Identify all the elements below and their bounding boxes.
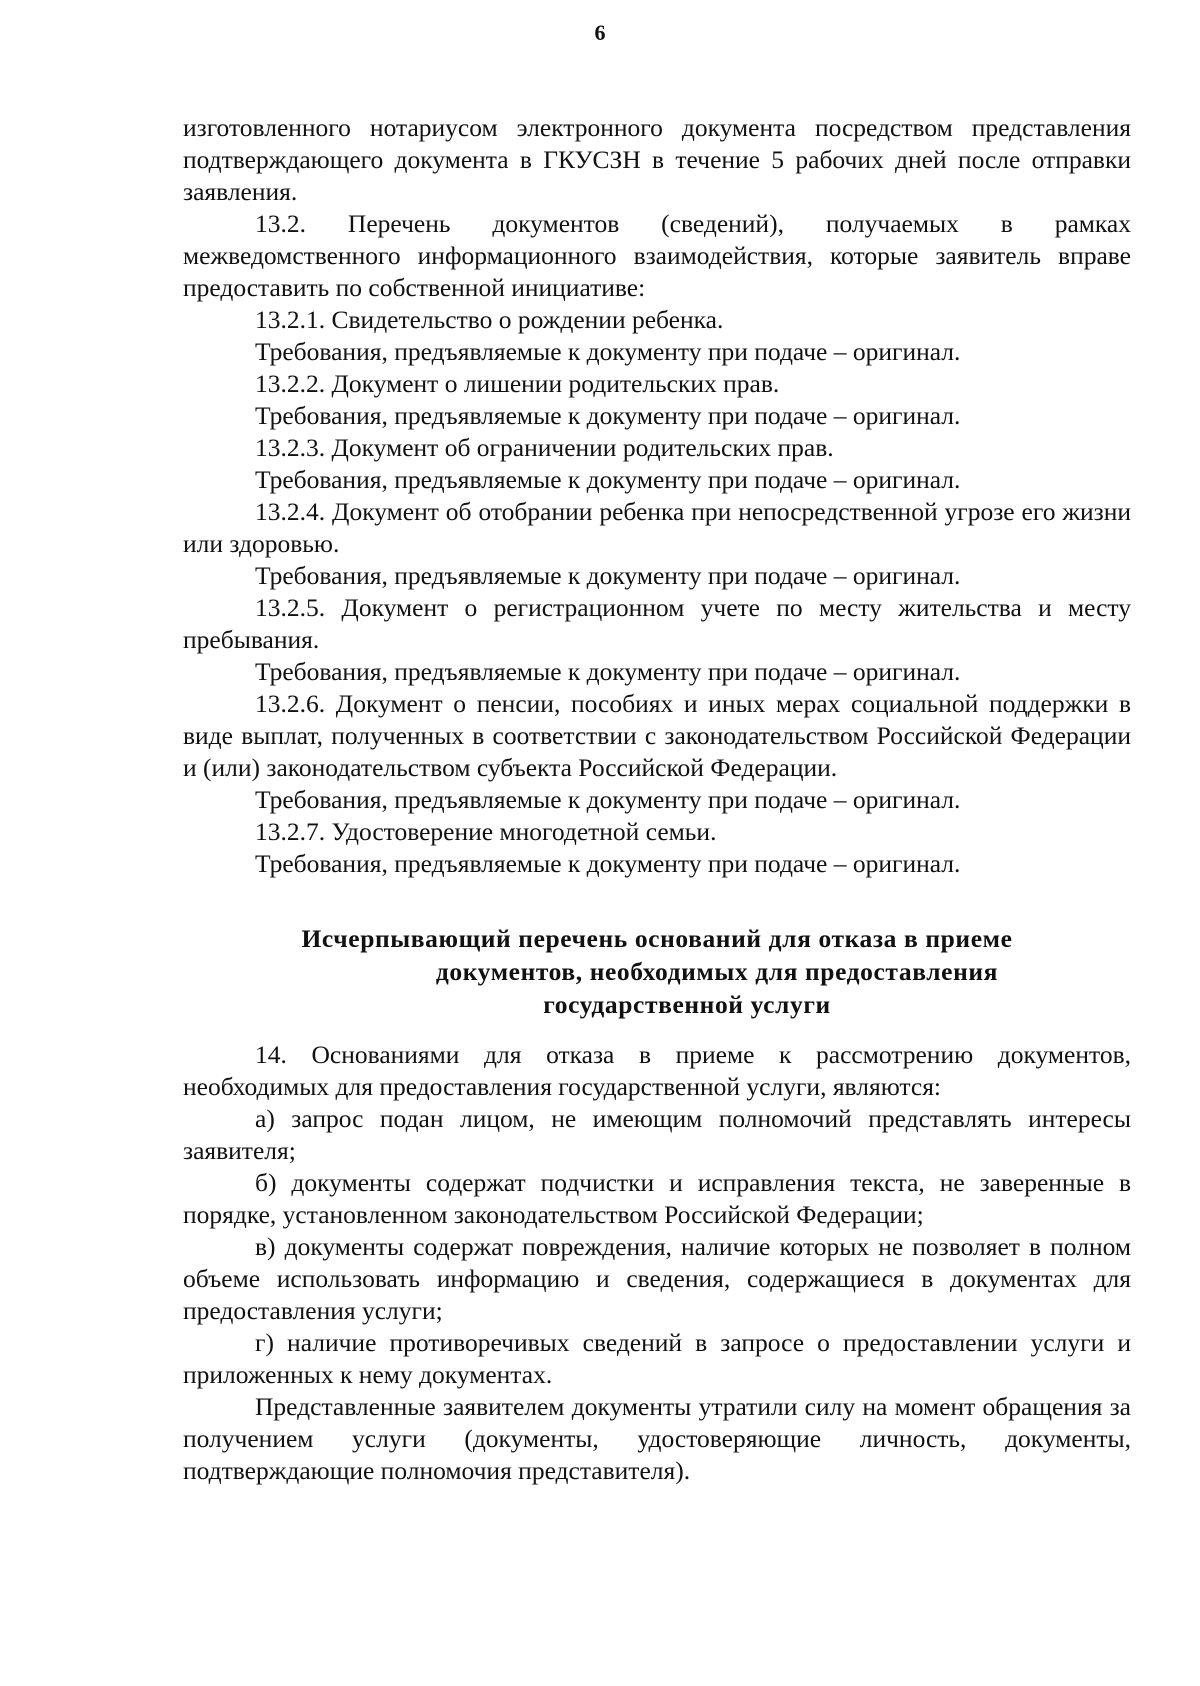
paragraph-p-req-6: Требования, предъявляемые к документу при подаче – оригинал. — [255, 785, 961, 814]
paragraph-p-req-2: Требования, предъявляемые к документу при подаче – оригинал. — [255, 401, 961, 430]
document-body — [183, 112, 1131, 1487]
paragraph-p-13-2: 13.2. Перечень документов (сведений), получаемых в рамках межведомственного информационного взаимодействия, которые заявитель вправе предоставить по собственной инициативе: — [183, 209, 1131, 302]
section-14-block — [183, 1039, 1131, 1487]
paragraph-p-14-a: а) запрос подан лицом, не имеющим полномочий представлять интересы заявителя; — [183, 1104, 1131, 1165]
paragraph-p-13-2-1: 13.2.1. Свидетельство о рождении ребенка. — [255, 305, 724, 334]
section-13-2-block — [183, 112, 1131, 880]
paragraph-p-req-1: Требования, предъявляемые к документу при подаче – оригинал. — [255, 337, 961, 366]
paragraph-p-req-5: Требования, предъявляемые к документу при подаче – оригинал. — [255, 657, 961, 686]
paragraph-p-13-2-7: 13.2.7. Удостоверение многодетной семьи. — [255, 817, 717, 846]
paragraph-p-13-2-6: 13.2.6. Документ о пенсии, пособиях и иных мерах социальной поддержки в виде выплат, полученных в соответствии с законодательством Российской Федерации и (или) законодательством субъекта Российской Федерации. — [183, 689, 1131, 782]
page-number: 6 — [594, 20, 606, 45]
paragraph-p-14-expired: Представленные заявителем документы утратили силу на момент обращения за получением услуги (документы, удостоверяющие личность, документы, подтверждающие полномочия представителя). — [183, 1392, 1131, 1485]
paragraph-p-req-7: Требования, предъявляемые к документу при подаче – оригинал. — [255, 849, 961, 878]
paragraph-p-13-2-4: 13.2.4. Документ об отобрании ребенка при непосредственной угрозе его жизни или здоровью. — [183, 497, 1131, 558]
paragraph-p-14-g: г) наличие противоречивых сведений в запросе о предоставлении услуги и приложенных к нему документах. — [183, 1328, 1131, 1389]
heading-line-3: государственной услуги — [543, 990, 831, 1019]
paragraph-p-req-3: Требования, предъявляемые к документу при подаче – оригинал. — [255, 465, 961, 494]
paragraph-p-14-b: б) документы содержат подчистки и исправления текста, не заверенные в порядке, установленном законодательством Российской Федерации; — [183, 1168, 1131, 1229]
paragraph-p-13-2-5: 13.2.5. Документ о регистрационном учете по месту жительства и месту пребывания. — [183, 593, 1131, 654]
paragraph-p-14: 14. Основаниями для отказа в приеме к рассмотрению документов, необходимых для предоставления государственной услуги, являются: — [183, 1040, 1131, 1101]
paragraph-p-14-v: в) документы содержат повреждения, наличие которых не позволяет в полном объеме использовать информацию и сведения, содержащиеся в документах для предоставления услуги; — [183, 1232, 1131, 1325]
heading-line-1: Исчерпывающий перечень оснований для отказа в приеме — [301, 924, 1013, 953]
paragraph-p-13-2-2: 13.2.2. Документ о лишении родительских прав. — [255, 369, 780, 398]
heading-line-2: документов, необходимых для предоставления — [435, 957, 999, 986]
paragraph-p-req-4: Требования, предъявляемые к документу при подаче – оригинал. — [255, 561, 961, 590]
paragraph-p-13-2-3: 13.2.3. Документ об ограничении родительских прав. — [255, 433, 834, 462]
paragraph-p-cont: изготовленного нотариусом электронного документа посредством представления подтверждающего документа в ГКУСЗН в течение 5 рабочих дней после отправки заявления. — [183, 113, 1131, 206]
section-heading — [183, 922, 1131, 1021]
